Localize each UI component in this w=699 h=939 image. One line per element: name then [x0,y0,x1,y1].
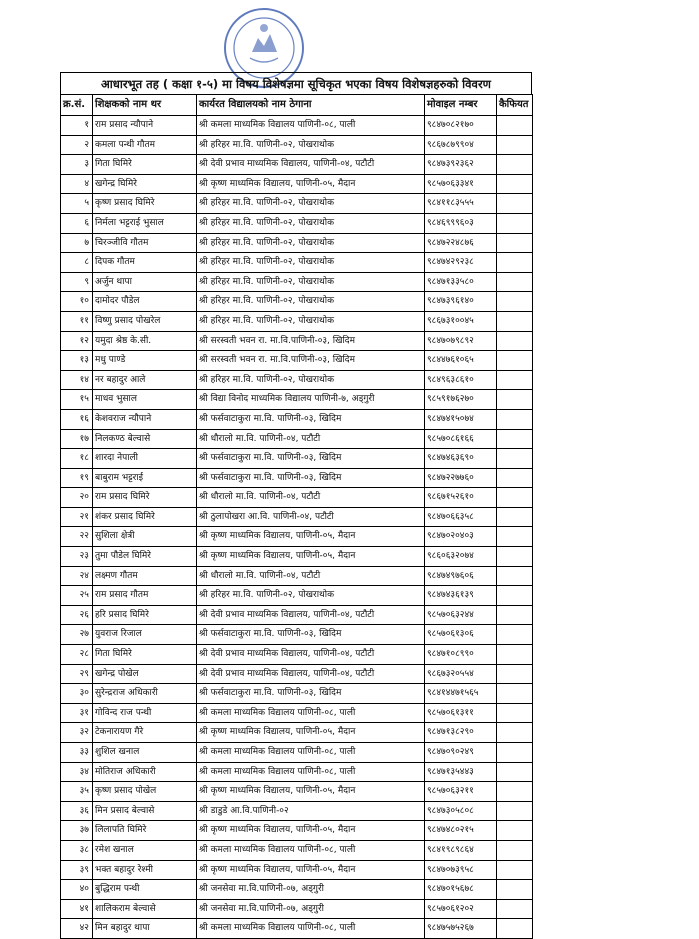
cell-remarks [497,155,533,175]
cell-remarks [497,645,533,665]
cell-remarks [497,821,533,841]
cell-serial: २८ [61,645,93,665]
header-remarks: कैफियत [497,95,533,116]
table-row [61,762,533,782]
cell-serial: ३० [61,684,93,704]
cell-serial: ३३ [61,743,93,763]
cell-mobile: ९८४७३९२३६२ [425,155,497,175]
cell-teacher-name: मधु पाण्डे [93,351,197,371]
cell-teacher-name: मोतिराज अधिकारी [93,762,197,782]
cell-serial: २३ [61,547,93,567]
cell-teacher-name: माधव भुसाल [93,390,197,410]
cell-school: श्री फर्सवाटाकुरा मा.वि. पाणिनी-०३, खिदिम [197,409,425,429]
table-row [61,409,533,429]
cell-school: श्री विद्या विनोद माध्यमिक विद्यालय पाणिनी-७, अड्गुरी [197,390,425,410]
cell-serial: ३१ [61,703,93,723]
cell-teacher-name: केशवराज न्यौपाने [93,409,197,429]
table-row [61,527,533,547]
document-title: आधारभूत तह ( कक्षा १-५) मा विषय विशेषज्ञमा सूचिकृत भएका विषय विशेषज्ञहरुको विवरण [60,72,532,95]
cell-teacher-name: बुद्धिराम पन्थी [93,880,197,900]
cell-serial: १६ [61,409,93,429]
cell-mobile: ९८४७४१५०७४ [425,409,497,429]
header-teacher-name: शिक्षकको नाम थर [93,95,197,116]
cell-school: श्री जनसेवा मा.वि.पाणिनी-०७, अड्गुरी [197,880,425,900]
cell-teacher-name: लिलापति घिमिरे [93,821,197,841]
cell-mobile: ९८४७२२७७६० [425,468,497,488]
cell-mobile: ९८४७१३५४४३ [425,762,497,782]
cell-serial: ३५ [61,782,93,802]
cell-remarks [497,899,533,919]
cell-serial: २९ [61,664,93,684]
cell-serial: ३४ [61,762,93,782]
cell-school: श्री फर्सवाटाकुरा मा.वि. पाणिनी-०३, खिदिम [197,468,425,488]
table-row [61,213,533,233]
cell-school: श्री हरिहर मा.वि. पाणिनी-०२, पोखराथोक [197,135,425,155]
cell-teacher-name: निलकण्ठ बेल्वासे [93,429,197,449]
cell-school: श्री कृष्ण माध्यमिक विद्यालय, पाणिनी-०५, मैदान [197,723,425,743]
cell-school: श्री जनसेवा मा.वि.पाणिनी-०७, अड्गुरी [197,899,425,919]
cell-remarks [497,880,533,900]
cell-serial: १७ [61,429,93,449]
table-row [61,703,533,723]
cell-school: श्री धौरालो मा.वि. पाणिनी-०४, पटौटी [197,488,425,508]
cell-mobile: ९८४७०७९८९२ [425,331,497,351]
cell-remarks [497,253,533,273]
cell-mobile: ९८६०६३२०७४ [425,547,497,567]
cell-mobile: ९८४१९८९८६४ [425,840,497,860]
cell-mobile: ९८४७१३३५८० [425,272,497,292]
cell-school: श्री हरिहर मा.वि. पाणिनी-०२, पोखराथोक [197,233,425,253]
cell-teacher-name: खगेन्द्र घिमिरे [93,174,197,194]
table-row [61,253,533,273]
table-row [61,547,533,567]
cell-mobile: ९८४७४८०२१५ [425,821,497,841]
cell-mobile: ९८४७४३६१३९ [425,586,497,606]
cell-teacher-name: मिन बहादुर थापा [93,919,197,939]
table-row [61,468,533,488]
expert-list-table [60,94,533,939]
cell-mobile: ९८५७०६३२४४ [425,605,497,625]
cell-serial: ३७ [61,821,93,841]
cell-serial: ८ [61,253,93,273]
cell-school: श्री डाडुडे आ.वि.पाणिनी-०२ [197,801,425,821]
cell-mobile: ९८४७२२४८७६ [425,233,497,253]
cell-remarks [497,840,533,860]
cell-serial: १९ [61,468,93,488]
cell-serial: ४१ [61,899,93,919]
cell-teacher-name: शारदा नेपाली [93,449,197,469]
cell-mobile: ९८४७४६३६९० [425,449,497,469]
cell-remarks [497,116,533,136]
cell-remarks [497,213,533,233]
cell-mobile: ९८४७१०८९९० [425,645,497,665]
cell-school: श्री सरस्वती भवन रा. मा.वि.पाणिनी-०३, खिदिम [197,351,425,371]
cell-remarks [497,370,533,390]
cell-serial: १८ [61,449,93,469]
cell-teacher-name: टेकनारायण गैरे [93,723,197,743]
cell-teacher-name: रमेश खनाल [93,840,197,860]
cell-serial: २१ [61,507,93,527]
header-serial: क्र.सं. [61,95,93,116]
cell-serial: २५ [61,586,93,606]
cell-mobile: ९८५७०६१३११ [425,703,497,723]
table-row [61,664,533,684]
cell-school: श्री कमला माध्यमिक विद्यालय पाणिनी-०८, पाली [197,703,425,723]
cell-remarks [497,331,533,351]
cell-serial: १४ [61,370,93,390]
cell-teacher-name: गिता घिमिरे [93,155,197,175]
cell-mobile: ९८५७०६१३०६ [425,625,497,645]
cell-teacher-name: नर बहादुर आले [93,370,197,390]
cell-remarks [497,194,533,214]
cell-remarks [497,625,533,645]
table-row [61,272,533,292]
cell-serial: ४० [61,880,93,900]
cell-serial: ६ [61,213,93,233]
table-row [61,370,533,390]
cell-serial: १३ [61,351,93,371]
cell-mobile: ९८५७०६३३४१ [425,174,497,194]
cell-remarks [497,527,533,547]
table-row [61,449,533,469]
cell-remarks [497,919,533,939]
cell-serial: २७ [61,625,93,645]
cell-remarks [497,605,533,625]
cell-mobile: ९८५७०८६१६६ [425,429,497,449]
cell-remarks [497,782,533,802]
cell-mobile: ९८६७३१००४५ [425,311,497,331]
cell-teacher-name: भक्त बहादुर रेश्मी [93,860,197,880]
cell-school: श्री कृष्ण माध्यमिक विद्यालय, पाणिनी-०५, मैदान [197,821,425,841]
cell-mobile: ९८४७०८२१७० [425,116,497,136]
table-row [61,684,533,704]
cell-remarks [497,449,533,469]
cell-teacher-name: शंकर प्रसाद घिमिरे [93,507,197,527]
cell-teacher-name: दिपक गौतम [93,253,197,273]
table-row [61,782,533,802]
table-row [61,625,533,645]
cell-mobile: ९८४७१३८२९० [425,723,497,743]
cell-teacher-name: मिन प्रसाद बेल्वासे [93,801,197,821]
cell-mobile: ९८५७०६३२११ [425,782,497,802]
table-row [61,860,533,880]
cell-school: श्री कृष्ण माध्यमिक विद्यालय, पाणिनी-०५, मैदान [197,174,425,194]
cell-school: श्री फर्सवाटाकुरा मा.वि. पाणिनी-०३, खिदिम [197,449,425,469]
cell-school: श्री कमला माध्यमिक विद्यालय पाणिनी-०८, पाली [197,743,425,763]
table-row [61,880,533,900]
cell-mobile: ९८४७५७५२६७ [425,919,497,939]
cell-school: श्री ठुलापोखरा आ.वि. पाणिनी-०४, पटौटी [197,507,425,527]
table-row [61,605,533,625]
table-row [61,801,533,821]
cell-teacher-name: युवराज रिजाल [93,625,197,645]
cell-school: श्री फर्सवाटाकुरा मा.वि. पाणिनी-०३, खिदिम [197,625,425,645]
table-row [61,311,533,331]
cell-teacher-name: यमुदा श्रेष्ठ के.सी. [93,331,197,351]
cell-school: श्री कमला माध्यमिक विद्यालय पाणिनी-०८, पाली [197,840,425,860]
cell-mobile: ९८४७४९७६०६ [425,566,497,586]
cell-teacher-name: निर्मला भट्टराई भुसाल [93,213,197,233]
cell-teacher-name: विष्णु प्रसाद पोखरेल [93,311,197,331]
cell-remarks [497,507,533,527]
cell-teacher-name: चिरञ्जीवि गौतम [93,233,197,253]
table-row [61,586,533,606]
cell-school: श्री हरिहर मा.वि. पाणिनी-०२, पोखराथोक [197,370,425,390]
cell-school: श्री कृष्ण माध्यमिक विद्यालय, पाणिनी-०५, मैदान [197,860,425,880]
cell-teacher-name: हरि प्रसाद घिमिरे [93,605,197,625]
cell-mobile: ९८४१४४७१५६५ [425,684,497,704]
cell-remarks [497,488,533,508]
cell-teacher-name: गिता घिमिरे [93,645,197,665]
table-row [61,155,533,175]
cell-remarks [497,351,533,371]
cell-teacher-name: कमला पन्थी गौतम [93,135,197,155]
cell-school: श्री हरिहर मा.वि. पाणिनी-०२, पोखराथोक [197,586,425,606]
cell-teacher-name: खगेन्द्र पोखेल [93,664,197,684]
cell-mobile: ९८४७०७३९५८ [425,860,497,880]
cell-teacher-name: सुरेन्द्रराज अधिकारी [93,684,197,704]
table-row [61,233,533,253]
cell-remarks [497,233,533,253]
cell-mobile: ९८४७०१५६७८ [425,880,497,900]
table-row [61,135,533,155]
cell-teacher-name: अर्जुन थापा [93,272,197,292]
cell-mobile: ९८४७३०५८०८ [425,801,497,821]
cell-teacher-name: गोविन्द राज पन्थी [93,703,197,723]
cell-school: श्री कृष्ण माध्यमिक विद्यालय, पाणिनी-०५, मैदान [197,782,425,802]
cell-mobile: ९८४४७६१०६५ [425,351,497,371]
cell-mobile: ९८४९६३८६१० [425,370,497,390]
cell-mobile: ९८४७०२०४०३ [425,527,497,547]
cell-serial: ४ [61,174,93,194]
cell-teacher-name: लक्ष्मण गौतम [93,566,197,586]
table-row [61,351,533,371]
table-row [61,821,533,841]
cell-mobile: ९८४७०९०२४९ [425,743,497,763]
table-row [61,507,533,527]
cell-remarks [497,723,533,743]
cell-remarks [497,429,533,449]
cell-teacher-name: सुशिला क्षेत्री [93,527,197,547]
table-row [61,292,533,312]
header-mobile: मोवाइल नम्बर [425,95,497,116]
cell-teacher-name: तुमा पौडेल घिमिरे [93,547,197,567]
cell-school: श्री हरिहर मा.वि. पाणिनी-०२, पोखराथोक [197,272,425,292]
table-row [61,331,533,351]
cell-school: श्री देवी प्रभाव माध्यमिक विद्यालय, पाणिनी-०४, पटौटी [197,645,425,665]
cell-serial: १ [61,116,93,136]
cell-remarks [497,174,533,194]
cell-school: श्री देवी प्रभाव माध्यमिक विद्यालय, पाणिनी-०४, पटौटी [197,605,425,625]
cell-serial: ४२ [61,919,93,939]
table-row [61,840,533,860]
cell-remarks [497,703,533,723]
cell-remarks [497,135,533,155]
cell-school: श्री देवी प्रभाव माध्यमिक विद्यालय, पाणिनी-०४, पटौटी [197,155,425,175]
cell-serial: २ [61,135,93,155]
cell-remarks [497,547,533,567]
cell-teacher-name: बाबुराम भट्टराई [93,468,197,488]
cell-teacher-name: राम प्रसाद न्यौपाने [93,116,197,136]
cell-mobile: ९८४७४२९२३८ [425,253,497,273]
cell-school: श्री कमला माध्यमिक विद्यालय पाणिनी-०८, पाली [197,762,425,782]
table-row [61,429,533,449]
cell-mobile: ९८६७८७९९०४ [425,135,497,155]
table-row [61,919,533,939]
cell-mobile: ९८५७०६१२०२ [425,899,497,919]
cell-school: श्री हरिहर मा.वि. पाणिनी-०२, पोखराथोक [197,311,425,331]
cell-serial: १५ [61,390,93,410]
cell-mobile: ९८४११८३५५५ [425,194,497,214]
cell-serial: २६ [61,605,93,625]
cell-school: श्री सरस्वती भवन रा. मा.वि.पाणिनी-०३, खिदिम [197,331,425,351]
cell-school: श्री कृष्ण माध्यमिक विद्यालय, पाणिनी-०५, मैदान [197,547,425,567]
cell-serial: ११ [61,311,93,331]
cell-remarks [497,292,533,312]
table-row [61,723,533,743]
cell-serial: ५ [61,194,93,214]
table-row [61,194,533,214]
table-row [61,743,533,763]
table-row [61,899,533,919]
cell-remarks [497,566,533,586]
cell-teacher-name: शालिकराम बेल्वासे [93,899,197,919]
cell-serial: ३९ [61,860,93,880]
cell-mobile: ९८४७०६६३५८ [425,507,497,527]
cell-remarks [497,468,533,488]
cell-remarks [497,311,533,331]
cell-teacher-name: राम प्रसाद घिमिरे [93,488,197,508]
cell-remarks [497,664,533,684]
cell-serial: २२ [61,527,93,547]
cell-remarks [497,762,533,782]
cell-mobile: ९८४६९९९६०३ [425,213,497,233]
cell-school: श्री कमला माध्यमिक विद्यालय पाणिनी-०८, पाली [197,116,425,136]
cell-school: श्री फर्सवाटाकुरा मा.वि. पाणिनी-०३, खिदिम [197,684,425,704]
cell-remarks [497,684,533,704]
cell-serial: ३८ [61,840,93,860]
cell-remarks [497,860,533,880]
cell-teacher-name: कृष्ण प्रसाद पोखेल [93,782,197,802]
table-row [61,566,533,586]
cell-remarks [497,272,533,292]
cell-remarks [497,743,533,763]
cell-remarks [497,801,533,821]
cell-school: श्री हरिहर मा.वि. पाणिनी-०२, पोखराथोक [197,253,425,273]
cell-school: श्री धौरालो मा.वि. पाणिनी-०४, पटौटी [197,566,425,586]
table-header-row [61,95,533,116]
table-row [61,174,533,194]
cell-mobile: ९८४७३९६१४० [425,292,497,312]
cell-school: श्री कमला माध्यमिक विद्यालय पाणिनी-०८, पाली [197,919,425,939]
cell-remarks [497,586,533,606]
cell-serial: ३६ [61,801,93,821]
cell-mobile: ९८५९१७६२७० [425,390,497,410]
cell-serial: १२ [61,331,93,351]
cell-serial: २४ [61,566,93,586]
header-school: कार्यरत विद्यालयको नाम ठेगाना [197,95,425,116]
cell-teacher-name: शुशिल खनाल [93,743,197,763]
cell-serial: ९ [61,272,93,292]
cell-serial: २० [61,488,93,508]
table-row [61,488,533,508]
cell-teacher-name: दामोदर पौडेल [93,292,197,312]
cell-school: श्री धौरालो मा.वि. पाणिनी-०४, पटौटी [197,429,425,449]
cell-serial: ७ [61,233,93,253]
table-row [61,390,533,410]
cell-serial: ३२ [61,723,93,743]
cell-school: श्री हरिहर मा.वि. पाणिनी-०२, पोखराथोक [197,292,425,312]
cell-mobile: ९८६७१५२६१० [425,488,497,508]
cell-mobile: ९८६७३२०५५४ [425,664,497,684]
cell-serial: १० [61,292,93,312]
cell-school: श्री हरिहर मा.वि. पाणिनी-०२, पोखराथोक [197,194,425,214]
cell-school: श्री देवी प्रभाव माध्यमिक विद्यालय, पाणिनी-०४, पटौटी [197,664,425,684]
cell-remarks [497,409,533,429]
cell-serial: ३ [61,155,93,175]
cell-teacher-name: राम प्रसाद गौतम [93,586,197,606]
cell-school: श्री हरिहर मा.वि. पाणिनी-०२, पोखराथोक [197,213,425,233]
cell-school: श्री कृष्ण माध्यमिक विद्यालय, पाणिनी-०५, मैदान [197,527,425,547]
cell-remarks [497,390,533,410]
table-row [61,116,533,136]
cell-teacher-name: कृष्ण प्रसाद घिमिरे [93,194,197,214]
table-row [61,645,533,665]
